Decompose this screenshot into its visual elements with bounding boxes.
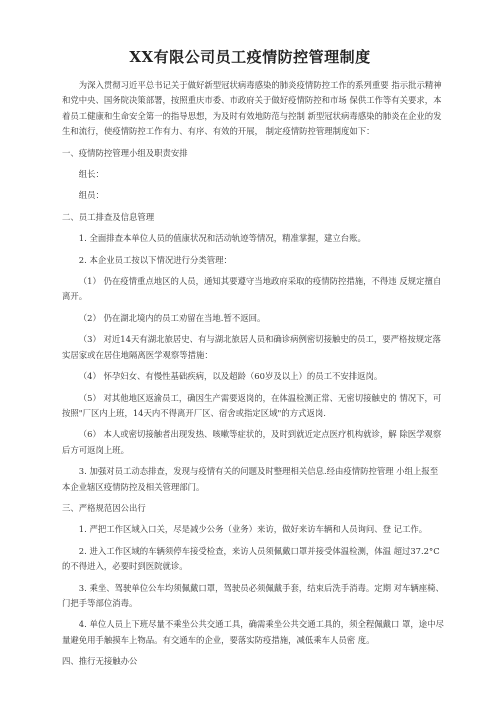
paragraph: 3. 乘坐、驾驶单位公车均须佩戴口罩，驾驶员必须佩戴手套，结束后洗手消毒。定期 对车辆座椅、门把手等部位消毒。 xyxy=(62,582,444,608)
paragraph: （4） 怀孕妇女、有慢性基础疾病，以及超龄（60岁及以上）的员工不安排返岗。 xyxy=(78,371,383,382)
section-heading: 三、严格规范因公出行 xyxy=(62,502,146,513)
paragraph: （5） 对其他地区返渝员工，确因生产需要返岗的，在体温检测正常、无密切接触史的 情况下，可按照"厂区内上班，14天内不得离开厂区、宿舍或指定区域"的方式返岗. xyxy=(62,392,442,418)
paragraph: 组长： xyxy=(78,169,104,180)
paragraph: 组员： xyxy=(78,190,104,201)
paragraph: 4. 单位人员上下班尽量不乘坐公共交通工具，确需乘坐公共交通工具的，须全程佩戴口 罩，途中尽量避免用手触摸车上物品。有交通车的企业，要落实防疫措施，减低乘车人员密 度。 xyxy=(62,619,444,645)
document-title: XX有限公司员工疫情防控管理制度 xyxy=(129,48,371,66)
paragraph: 1. 严把工作区域入口关，尽是减少公务（业务）来访，做好来访车辆和人员询问、登 记工作。 xyxy=(78,524,428,535)
paragraph: 2. 本企业员工按以下情况进行分类管理： xyxy=(78,254,232,265)
section-heading: 四、推行无接触办公 xyxy=(62,656,138,667)
paragraph: 2. 进入工作区域的车辆须停车接受检查，来访人员须佩戴口罩并接受体温检测，体温 超过37.2°C的不得进入，必要时到医院就诊。 xyxy=(62,545,440,572)
paragraph: 3. 加强对员工动态排查，发现与疫情有关的问题及时整理相关信息.经由疫情防控管理 小组上报至本企业辖区疫情防控及相关管理部门。 xyxy=(62,466,439,492)
paragraph: （2） 仍在湖北境内的员工劝留在当地.暂不返回。 xyxy=(78,312,266,323)
paragraph: （3） 对近14天有湖北旅居史、有与湖北旅居人员和确诊病例密切接触史的员工，要严格按规定落实居家或在居住地隔离医学观察等措施： xyxy=(62,334,441,360)
paragraph: （6） 本人或密切接触者出现发热、咳嗽等症状的，及时到就近定点医疗机构就诊，解 除医学观察后方可返岗上班。 xyxy=(62,429,442,455)
section-heading: 一、疫情防控管理小组及职责安排 xyxy=(62,147,188,158)
section-heading: 二、员工排查及信息管理 xyxy=(62,211,155,222)
paragraph: 1. 全面排查本单位人员的值康状况和活动轨迹等情况，精准掌握，建立台账。 xyxy=(78,233,366,244)
paragraph: 为深入贯彻习近平总书记关于做好新型冠状病毒感染的肺炎疫情防控工作的系列重要 指示批示精神和党中央、国务院决策部署，按照重庆市委、市政府关于做好疫情防控和市场 保供工作等有关要求，本着员工健康和生命安全第一的指导思想，为及时有效地防范与控制 新型冠状病毒感染的肺炎在企业的发生和流行，使疫情防控工作有力、有序、有效的开展， 制定疫情防控管理制度如下： xyxy=(62,80,442,137)
paragraph: （1） 仍在疫情重点地区的人员，通知其要遵守当地政府采取的疫情防控措施，不得违 反规定擅自离开。 xyxy=(62,276,442,302)
document-body xyxy=(62,78,444,676)
